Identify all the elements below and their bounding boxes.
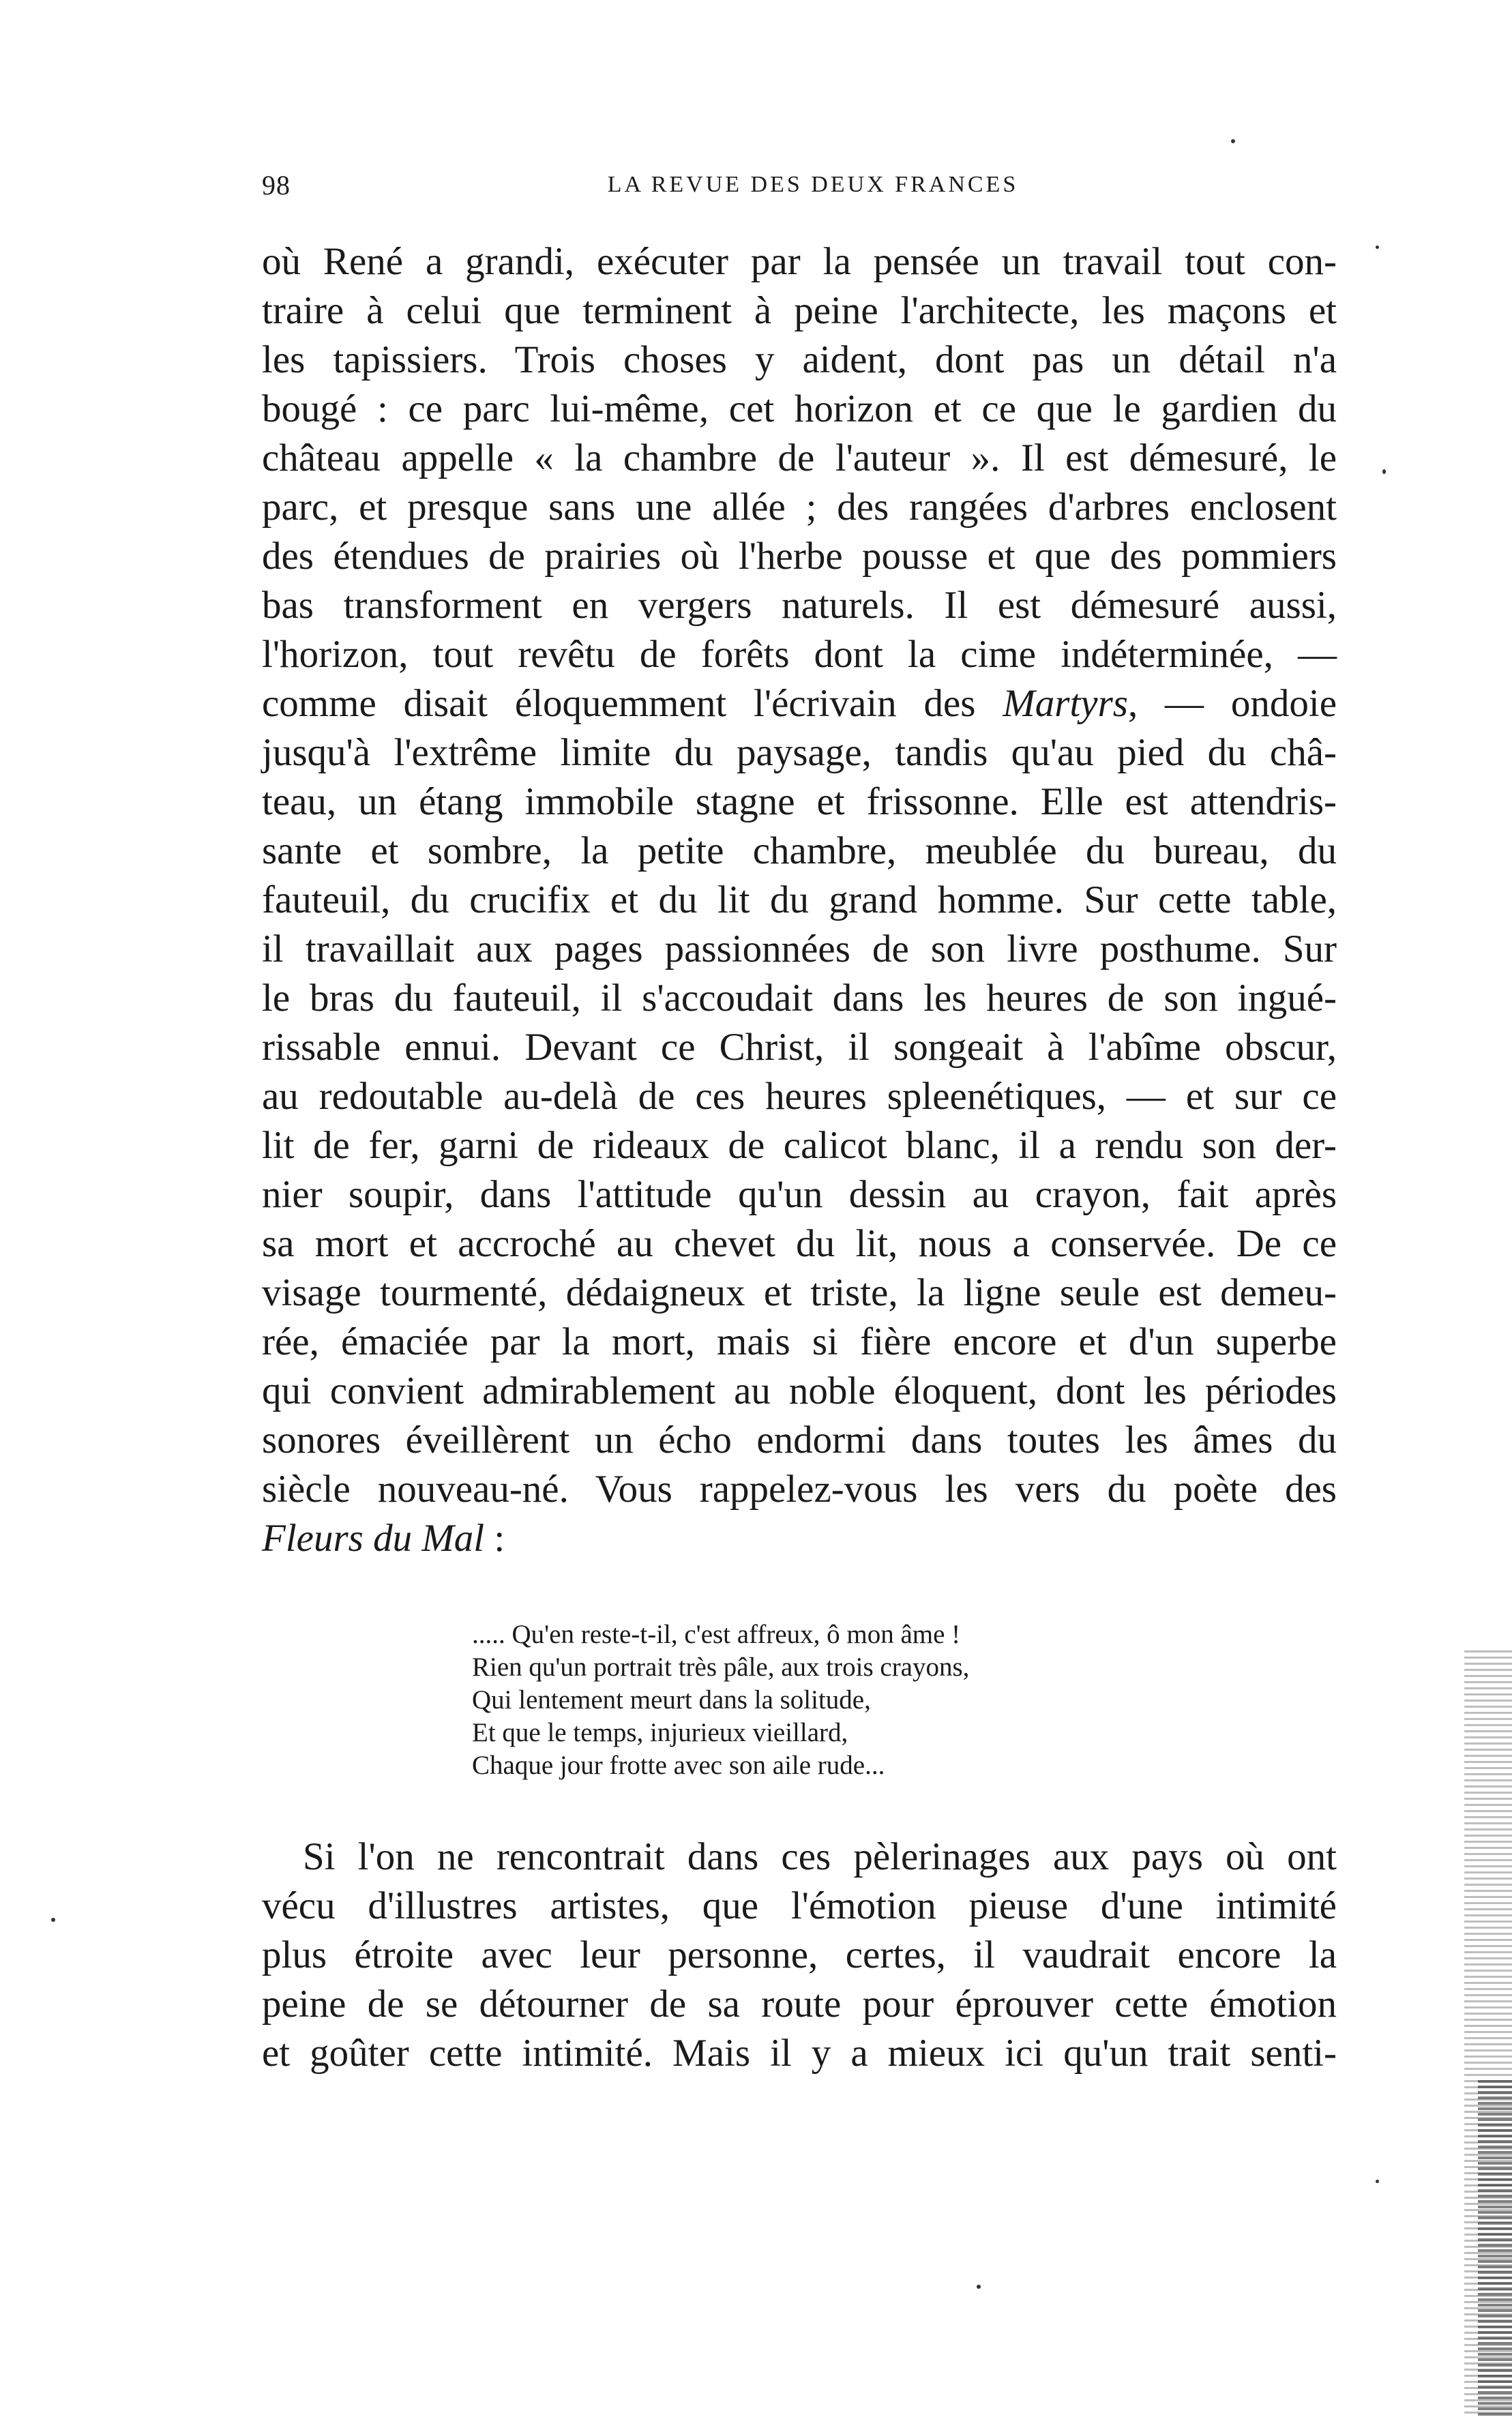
scan-speck — [51, 1918, 55, 1922]
page-number: 98 — [262, 170, 291, 201]
text-line: traire à celui que terminent à peine l'architecte, les maçons et — [262, 289, 1337, 332]
running-title: LA REVUE DES DEUX FRANCES — [607, 172, 1019, 197]
text-line: et goûter cette intimité. Mais il y a mieux ici qu'un trait senti- — [262, 2032, 1337, 2075]
text-segment: comme disait éloquemment l'écrivain des — [262, 682, 1003, 725]
text-line: nier soupir, dans l'attitude qu'un dessin au crayon, fait après — [262, 1173, 1337, 1216]
scan-speck — [977, 2285, 981, 2289]
text-line: château appelle « la chambre de l'auteur ». Il est démesuré, le — [262, 436, 1337, 479]
text-line: visage tourmenté, dédaigneux et triste, la ligne seule est demeu- — [262, 1271, 1337, 1314]
text-line: sante et sombre, la petite chambre, meublée du bureau, du — [262, 829, 1337, 872]
text-line: siècle nouveau-né. Vous rappelez-vous les vers du poète des — [262, 1468, 1337, 1511]
text-line: l'horizon, tout revêtu de forêts dont la cime indéterminée, — — [262, 633, 1337, 676]
scan-speck — [1376, 2180, 1379, 2183]
text-line: au redoutable au-delà de ces heures spleenétiques, — et sur ce — [262, 1075, 1337, 1118]
paragraph-second — [262, 1833, 1337, 2078]
text-line: bougé : ce parc lui-même, cet horizon et ce que le gardien du — [262, 387, 1337, 430]
text-line: bas transforment en vergers naturels. Il est démesuré aussi, — [262, 584, 1337, 627]
text-line: il travaillait aux pages passionnées de son livre posthume. Sur — [262, 928, 1337, 970]
italic-title-martyrs: Martyrs — [1003, 682, 1128, 725]
text-line: rissable ennui. Devant ce Christ, il songeait à l'abîme obscur, — [262, 1026, 1337, 1069]
text-line-with-italic — [262, 1514, 1337, 1563]
text-line: Si l'on ne rencontrait dans ces pèlerinages aux pays où ont — [303, 1835, 1337, 1878]
paragraph-main — [262, 237, 1337, 1563]
scan-speck — [1231, 139, 1235, 143]
text-line-with-italic — [262, 679, 1337, 728]
text-line: parc, et presque sans une allée ; des rangées d'arbres enclosent — [262, 486, 1337, 529]
text-line: sa mort et accroché au chevet du lit, nous a conservée. De ce — [262, 1222, 1337, 1265]
verse-line: ..... Qu'en reste-t-il, c'est affreux, ô mon âme ! — [472, 1620, 961, 1649]
verse-line: Chaque jour frotte avec son aile rude... — [472, 1751, 885, 1780]
text-line: des étendues de prairies où l'herbe pousse et que des pommiers — [262, 535, 1337, 578]
text-line: où René a grandi, exécuter par la pensée un travail tout con- — [262, 240, 1337, 283]
text-segment: , — ondoie — [1127, 682, 1337, 725]
text-line: peine de se détourner de sa route pour éprouver cette émotion — [262, 1983, 1337, 2026]
scan-speck — [1376, 246, 1379, 249]
verse-quotation — [472, 1618, 1222, 1782]
text-line: sonores éveillèrent un écho endormi dans toutes les âmes du — [262, 1419, 1337, 1462]
italic-title-fleurs-du-mal: Fleurs du Mal — [262, 1517, 485, 1560]
text-line: lit de fer, garni de rideaux de calicot blanc, il a rendu son der- — [262, 1124, 1337, 1167]
scan-edge-artifact-dark — [1478, 2080, 1512, 2417]
text-line: fauteuil, du crucifix et du lit du grand homme. Sur cette table, — [262, 878, 1337, 921]
text-line: plus étroite avec leur personne, certes, il vaudrait encore la — [262, 1933, 1337, 1976]
text-line: le bras du fauteuil, il s'accoudait dans les heures de son ingué- — [262, 977, 1337, 1020]
verse-line: Et que le temps, injurieux vieillard, — [472, 1718, 848, 1747]
text-line: les tapissiers. Trois choses y aident, dont pas un détail n'a — [262, 338, 1337, 381]
text-line: vécu d'illustres artistes, que l'émotion pieuse d'une intimité — [262, 1884, 1337, 1927]
verse-line: Qui lentement meurt dans la solitude, — [472, 1685, 871, 1715]
text-line: qui convient admirablement au noble éloquent, dont les périodes — [262, 1369, 1337, 1412]
text-segment: : — [484, 1517, 505, 1560]
running-head — [262, 169, 1337, 203]
verse-line: Rien qu'un portrait très pâle, aux trois crayons, — [472, 1652, 970, 1682]
text-line: rée, émaciée par la mort, mais si fière encore et d'un superbe — [262, 1320, 1337, 1363]
text-line: teau, un étang immobile stagne et frissonne. Elle est attendris- — [262, 780, 1337, 823]
text-line: jusqu'à l'extrême limite du paysage, tandis qu'au pied du châ- — [262, 731, 1337, 774]
scan-speck — [1382, 469, 1386, 474]
